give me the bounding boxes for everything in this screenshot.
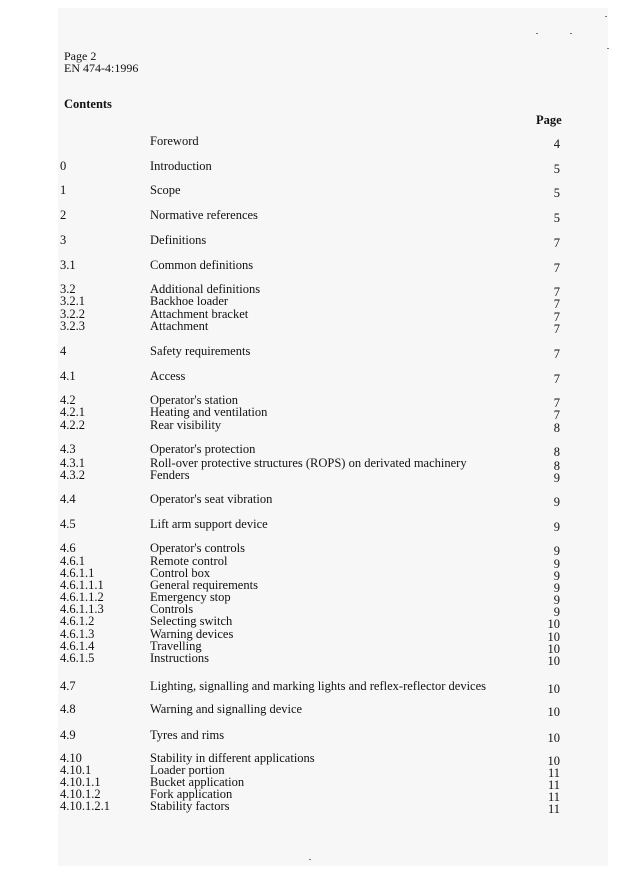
toc-section-number: 4.6.1.1 xyxy=(60,566,95,580)
toc-section-number: 3.2.3 xyxy=(60,319,85,333)
toc-page-number: 10 xyxy=(547,754,560,768)
toc-section-title: Definitions xyxy=(150,233,207,247)
toc-page-number: 9 xyxy=(553,520,560,534)
toc-row xyxy=(0,258,618,275)
toc-row xyxy=(0,651,618,668)
toc-section-number: 4.2 xyxy=(60,393,76,407)
toc-page-number: 10 xyxy=(547,731,560,745)
toc-section-title: Stability factors xyxy=(150,799,230,813)
scan-speck xyxy=(607,48,609,49)
toc-row xyxy=(0,492,618,509)
toc-page-number: 7 xyxy=(553,285,560,299)
toc-page-number: 9 xyxy=(553,544,560,558)
toc-row xyxy=(0,344,618,361)
toc-page-number: 4 xyxy=(553,137,560,151)
toc-page-number: 8 xyxy=(553,421,560,435)
toc-page-number: 7 xyxy=(553,347,560,361)
toc-section-number: 4.6.1.1.3 xyxy=(60,602,104,616)
toc-section-title: Bucket application xyxy=(150,775,245,789)
toc-section-title: Heating and ventilation xyxy=(150,405,268,419)
toc-page-number: 9 xyxy=(553,495,560,509)
toc-section-number: 3.2 xyxy=(60,282,76,296)
toc-section-title: Selecting switch xyxy=(150,614,233,628)
toc-section-number: 4.4 xyxy=(60,492,76,506)
toc-page-number: 11 xyxy=(547,766,560,780)
toc-row xyxy=(0,369,618,386)
toc-page-number: 9 xyxy=(553,557,560,571)
toc-section-number: 4.3.2 xyxy=(60,468,85,482)
toc-section-number: 4.10 xyxy=(60,751,82,765)
toc-section-number: 4.9 xyxy=(60,728,76,742)
toc-section-number: 4.6 xyxy=(60,541,76,555)
toc-section-title: Emergency stop xyxy=(150,590,231,604)
toc-row xyxy=(0,541,618,558)
toc-page-number: 5 xyxy=(553,186,560,200)
toc-section-number: 1 xyxy=(60,183,67,197)
toc-section-number: 4.6.1.1.1 xyxy=(60,578,104,592)
toc-section-title: Controls xyxy=(150,602,194,616)
toc-section-title: Lighting, signalling and marking lights and reflex-reflector devices xyxy=(150,679,487,693)
toc-section-number: 4.6.1.5 xyxy=(60,651,95,665)
toc-section-title: General requirements xyxy=(150,578,258,592)
toc-section-number: 4.5 xyxy=(60,517,76,531)
toc-section-number: 4.6.1.2 xyxy=(60,614,95,628)
toc-row xyxy=(0,134,618,151)
scan-speck xyxy=(570,33,572,34)
toc-row xyxy=(0,159,618,176)
toc-page-number: 11 xyxy=(547,778,560,792)
toc-section-title: Operator's station xyxy=(150,393,238,407)
toc-section-number: 4.7 xyxy=(60,679,76,693)
toc-section-number: 0 xyxy=(60,159,67,173)
toc-section-number: 3.1 xyxy=(60,258,76,272)
toc-page-number: 7 xyxy=(553,261,560,275)
toc-page-number: 7 xyxy=(553,408,560,422)
toc-section-title: Foreword xyxy=(150,134,199,148)
toc-section-title: Travelling xyxy=(150,639,202,653)
toc-row xyxy=(0,418,618,435)
toc-section-title: Tyres and rims xyxy=(150,728,225,742)
toc-row xyxy=(0,679,618,696)
page-number-header: Page 2 xyxy=(64,49,97,63)
toc-section-title: Scope xyxy=(150,183,181,197)
toc-section-number: 4.6.1.4 xyxy=(60,639,95,653)
toc-page-number: 10 xyxy=(547,642,560,656)
toc-row xyxy=(0,442,618,459)
toc-section-number: 4.10.1.1 xyxy=(60,775,101,789)
toc-section-number: 4.10.1 xyxy=(60,763,92,777)
toc-page-number: 9 xyxy=(553,569,560,583)
toc-row xyxy=(0,183,618,200)
toc-page-number: 7 xyxy=(553,322,560,336)
toc-section-title: Control box xyxy=(150,566,211,580)
scan-speck xyxy=(536,33,538,34)
toc-section-title: Rear visibility xyxy=(150,418,222,432)
toc-section-title: Fork application xyxy=(150,787,233,801)
toc-section-number: 4.6.1 xyxy=(60,554,85,568)
toc-section-number: 3.2.2 xyxy=(60,307,85,321)
toc-section-title: Normative references xyxy=(150,208,258,222)
scan-speck xyxy=(605,16,607,17)
toc-row xyxy=(0,468,618,485)
toc-row xyxy=(0,208,618,225)
toc-row xyxy=(0,294,618,311)
toc-section-title: Roll-over protective structures (ROPS) on derivated machinery xyxy=(150,456,467,470)
toc-section-title: Warning devices xyxy=(150,627,234,641)
toc-section-title: Access xyxy=(150,369,186,383)
toc-section-number: 4.1 xyxy=(60,369,76,383)
toc-section-title: Stability in different applications xyxy=(150,751,315,765)
toc-section-number: 4.6.1.1.2 xyxy=(60,590,104,604)
toc-row xyxy=(0,319,618,336)
toc-section-title: Fenders xyxy=(150,468,190,482)
toc-section-number: 3 xyxy=(60,233,67,247)
toc-section-title: Warning and signalling device xyxy=(150,702,303,716)
toc-section-number: 3.2.1 xyxy=(60,294,85,308)
toc-page-number: 9 xyxy=(553,593,560,607)
toc-section-title: Common definitions xyxy=(150,258,254,272)
toc-row xyxy=(0,728,618,745)
toc-page-number: 5 xyxy=(553,162,560,176)
toc-section-title: Operator's protection xyxy=(150,442,256,456)
toc-page-number: 10 xyxy=(547,682,560,696)
toc-page-number: 9 xyxy=(553,471,560,485)
toc-section-number: 4.2.1 xyxy=(60,405,85,419)
toc-section-title: Loader portion xyxy=(150,763,225,777)
toc-row xyxy=(0,799,618,816)
toc-section-title: Backhoe loader xyxy=(150,294,229,308)
toc-page-number: 7 xyxy=(553,396,560,410)
toc-page-number: 11 xyxy=(547,790,560,804)
toc-section-number: 4.10.1.2.1 xyxy=(60,799,110,813)
toc-section-number: 4 xyxy=(60,344,67,358)
page-column-heading: Page xyxy=(536,113,562,127)
toc-page-number: 7 xyxy=(553,236,560,250)
toc-section-title: Additional definitions xyxy=(150,282,261,296)
toc-section-title: Safety requirements xyxy=(150,344,251,358)
toc-row xyxy=(0,233,618,250)
toc-page-number: 7 xyxy=(553,297,560,311)
toc-page-number: 9 xyxy=(553,605,560,619)
toc-section-number: 2 xyxy=(60,208,67,222)
toc-section-title: Remote control xyxy=(150,554,228,568)
toc-section-title: Operator's seat vibration xyxy=(150,492,273,506)
toc-page-number: 11 xyxy=(547,802,560,816)
toc-page-number: 9 xyxy=(553,581,560,595)
toc-section-title: Introduction xyxy=(150,159,212,173)
toc-row xyxy=(0,702,618,719)
toc-section-title: Attachment xyxy=(150,319,209,333)
toc-section-number: 4.6.1.3 xyxy=(60,627,95,641)
toc-section-title: Instructions xyxy=(150,651,210,665)
contents-heading: Contents xyxy=(64,97,112,111)
toc-section-number: 4.2.2 xyxy=(60,418,85,432)
toc-section-title: Operator's controls xyxy=(150,541,245,555)
toc-page-number: 8 xyxy=(553,459,560,473)
toc-page-number: 5 xyxy=(553,211,560,225)
toc-page-number: 7 xyxy=(553,372,560,386)
toc-page-number: 10 xyxy=(547,630,560,644)
toc-section-number: 4.3.1 xyxy=(60,456,85,470)
toc-section-title: Lift arm support device xyxy=(150,517,268,531)
standard-number-header: EN 474-4:1996 xyxy=(64,61,139,75)
toc-page-number: 10 xyxy=(547,654,560,668)
toc-page-number: 8 xyxy=(553,445,560,459)
scan-speck xyxy=(309,859,311,860)
toc-row xyxy=(0,517,618,534)
toc-page-number: 10 xyxy=(547,617,560,631)
toc-page-number: 10 xyxy=(547,705,560,719)
toc-section-number: 4.10.1.2 xyxy=(60,787,101,801)
toc-section-number: 4.3 xyxy=(60,442,76,456)
toc-row xyxy=(0,405,618,422)
toc-section-number: 4.8 xyxy=(60,702,76,716)
toc-page-number: 7 xyxy=(553,310,560,324)
toc-section-title: Attachment bracket xyxy=(150,307,249,321)
